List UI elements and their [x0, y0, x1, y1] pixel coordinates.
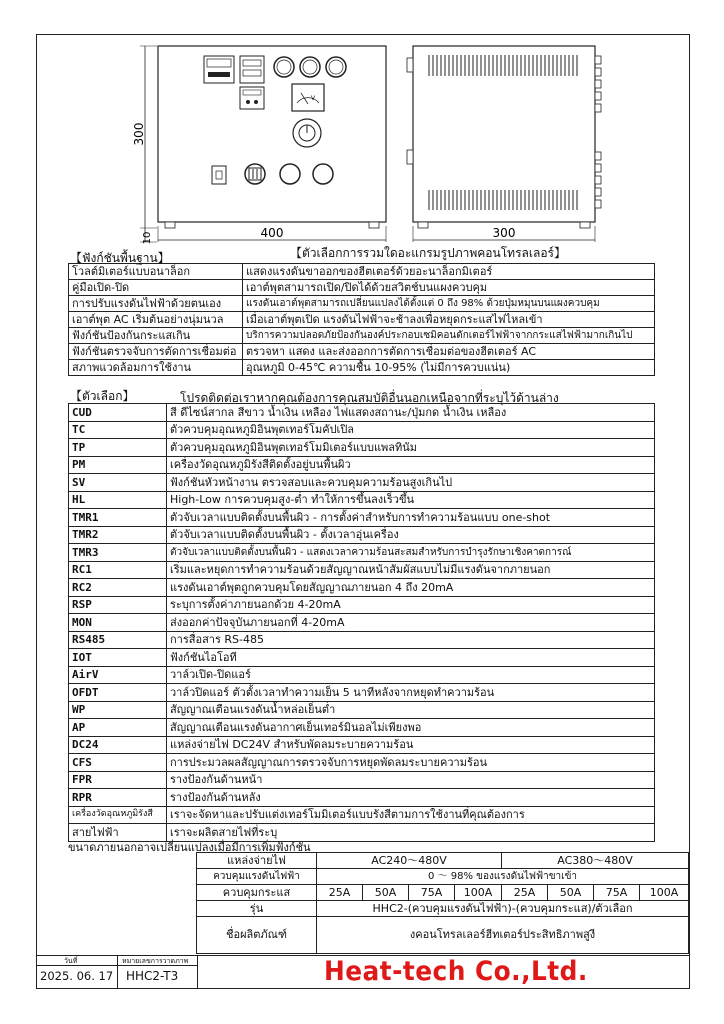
option-desc: เครื่องวัดอุณหภูมิรังสีติดตั้งอยู่บนพื้นผิว	[167, 456, 655, 474]
basic-functions-table	[68, 263, 655, 376]
option-code: RPR	[69, 789, 167, 807]
option-desc: ตัวจับเวลาแบบติดตั้งบนพื้นผิว - ตั้งเวลาอุ่นเครื่อง	[167, 526, 655, 544]
table-row	[69, 701, 655, 719]
spec-value: เอาต์พุตสามารถเปิด/ปิดได้ด้วยสวิตช์บนแผงควบคุม	[243, 280, 655, 296]
table-row	[69, 509, 655, 527]
current-cell: 25A	[502, 885, 548, 901]
table-row	[197, 885, 689, 901]
option-code: TMR1	[69, 509, 167, 527]
table-row	[69, 344, 655, 360]
spec-value: อุณหภูมิ 0-45℃ ความชื้น 10-95% (ไม่มีการควบแน่น)	[243, 360, 655, 376]
name-label: ชื่อผลิตภัณฑ์	[197, 917, 317, 954]
table-row	[69, 579, 655, 597]
spec-label: คู่มือเปิด-ปิด	[69, 280, 243, 296]
table-row	[69, 491, 655, 509]
voltage-value: 0 ～ 98% ของแรงดันไฟฟ้าขาเข้า	[317, 869, 689, 885]
table-row	[69, 596, 655, 614]
option-code: RS485	[69, 631, 167, 649]
option-code: DC24	[69, 736, 167, 754]
option-desc: เริ่มและหยุดการทำความร้อนด้วยสัญญาณหน้าสัมผัสแบบไม่มีแรงดันจากภายนอก	[167, 561, 655, 579]
option-code: เครื่องวัดอุณหภูมิรังสี	[69, 806, 167, 824]
table-row	[69, 719, 655, 737]
side-view	[413, 46, 595, 222]
option-desc: สัญญาณเตือนแรงดันอากาศเย็นเทอร์มินอลไม่เพียงพอ	[167, 719, 655, 737]
current-cell: 25A	[317, 885, 363, 901]
table-row	[69, 404, 655, 422]
table-row	[69, 360, 655, 376]
options-footnote: ขนาดภายนอกอาจเปลี่ยนแปลงเมื่อมีการเพิ่มฟังก์ชัน	[68, 841, 311, 854]
option-code: CUD	[69, 404, 167, 422]
option-code: FPR	[69, 771, 167, 789]
table-row	[69, 561, 655, 579]
option-code: SV	[69, 474, 167, 492]
option-desc: รางป้องกันด้านหลัง	[167, 789, 655, 807]
option-desc: ฟังก์ชันหัวหน้างาน ตรวจสอบและควบคุมความร้อนสูงเกินไป	[167, 474, 655, 492]
table-row	[197, 917, 689, 954]
table-row	[69, 328, 655, 344]
option-code: HL	[69, 491, 167, 509]
option-desc: เราจะผลิตสายไฟที่ระบุ	[167, 824, 655, 842]
option-desc: ฟังก์ชันไอโอที	[167, 649, 655, 667]
table-row	[69, 736, 655, 754]
table-row	[69, 544, 655, 562]
spec-label: ฟังก์ชันป้องกันกระแสเกิน	[69, 328, 243, 344]
current-label: ควบคุมกระแส	[197, 885, 317, 901]
option-desc: ตัวควบคุมอุณหภูมิอินพุตเทอร์โมมิเตอร์แบบแพลทินัม	[167, 439, 655, 457]
option-code: RC1	[69, 561, 167, 579]
current-cell: 75A	[594, 885, 640, 901]
option-code: RSP	[69, 596, 167, 614]
dim-width-front: 400	[260, 226, 284, 240]
option-desc: วาล์วเปิด-ปิดแอร์	[167, 666, 655, 684]
spec-value: บริการความปลอดภัยป้องกันองค์ประกอบเซมิคอนดักเตอร์ไฟฟ้าจากกระแสไฟฟ้ามากเกินไป	[243, 328, 655, 344]
table-row	[69, 684, 655, 702]
table-row	[69, 280, 655, 296]
option-code: AirV	[69, 666, 167, 684]
option-code: สายไฟฟ้า	[69, 824, 167, 842]
dim-width-side: 300	[492, 226, 516, 240]
options-header: 【ตัวเลือก】	[70, 389, 135, 403]
option-desc: ระบุการตั้งค่าภายนอกด้วย 4-20mA	[167, 596, 655, 614]
option-desc: สัญญาณเตือนแรงดันน้ำหล่อเย็นต่ำ	[167, 701, 655, 719]
table-row	[69, 474, 655, 492]
option-desc: วาล์วปิดแอร์ ตัวตั้งเวลาทำความเย็น 5 นาทีหลังจากหยุดทำความร้อน	[167, 684, 655, 702]
table-row	[69, 439, 655, 457]
table-row	[69, 264, 655, 280]
table-row	[69, 312, 655, 328]
option-code: RC2	[69, 579, 167, 597]
option-code: CFS	[69, 754, 167, 772]
option-code: MON	[69, 614, 167, 632]
company-logo: Heat-tech Co.,Ltd.	[324, 956, 588, 987]
spec-label: โวลต์มิเตอร์แบบอนาล็อก	[69, 264, 243, 280]
title-block-drawing-no-cell	[118, 955, 198, 989]
options-table	[68, 403, 655, 842]
table-row	[69, 789, 655, 807]
table-row	[197, 901, 689, 917]
title-block-date-cell	[36, 955, 118, 989]
table-row	[69, 456, 655, 474]
option-desc: รางป้องกันด้านหน้า	[167, 771, 655, 789]
supply-b: AC380～480V	[502, 853, 689, 869]
option-code: WP	[69, 701, 167, 719]
option-desc: ส่งออกค่าปัจจุบันภายนอกที่ 4-20mA	[167, 614, 655, 632]
spec-header: 【ฟังก์ชันพื้นฐาน】	[70, 251, 170, 265]
spec-value: แรงดันเอาต์พุตสามารถเปลี่ยนแปลงได้ตั้งแต่ 0 ถึง 98% ด้วยปุ่มหมุนบนแผงควบคุม	[243, 296, 655, 312]
table-row	[69, 806, 655, 824]
option-desc: สี ดีไซน์สากล สีขาว น้ำเงิน เหลือง ไฟแสดงสถานะ/ปุ่มกด น้ำเงิน เหลือง	[167, 404, 655, 422]
option-code: OFDT	[69, 684, 167, 702]
option-desc: แรงดันเอาต์พุตถูกควบคุมโดยสัญญาณภายนอก 4 ถึง 20mA	[167, 579, 655, 597]
option-code: AP	[69, 719, 167, 737]
drawing-no-label: หมายเลขการวาดภาพ	[122, 957, 189, 965]
table-row	[69, 526, 655, 544]
supply-label: แหล่งจ่ายไฟ	[197, 853, 317, 869]
table-row	[69, 754, 655, 772]
option-code: PM	[69, 456, 167, 474]
table-row	[69, 666, 655, 684]
model-value: HHC2-(ควบคุมแรงดันไฟฟ้า)-(ควบคุมกระแส)/ตัวเลือก	[317, 901, 689, 917]
spec-label: การปรับแรงดันไฟฟ้าด้วยตนเอง	[69, 296, 243, 312]
svg-text:V: V	[311, 95, 316, 102]
option-code: IOT	[69, 649, 167, 667]
table-row	[197, 853, 689, 869]
spec-label: ฟังก์ชันตรวจจับการตัดการเชื่อมต่อ	[69, 344, 243, 360]
supply-a: AC240～480V	[317, 853, 502, 869]
table-row	[197, 869, 689, 885]
product-table	[196, 852, 689, 954]
date-value: 2025. 06. 17	[40, 969, 114, 983]
option-desc: แหล่งจ่ายไฟ DC24V สำหรับพัดลมระบายความร้อน	[167, 736, 655, 754]
table-row	[69, 631, 655, 649]
option-desc: เราจะจัดหาและปรับแต่งเทอร์โมมิเตอร์แบบรังสีตามการใช้งานที่คุณต้องการ	[167, 806, 655, 824]
option-desc: High-Low การควบคุมสูง-ต่ำ ทำให้การขึ้นลงเร็วขึ้น	[167, 491, 655, 509]
spec-value: แสดงแรงดันขาออกของฮีตเตอร์ด้วยอะนาล็อกมิเตอร์	[243, 264, 655, 280]
spec-label: สภาพแวดล้อมการใช้งาน	[69, 360, 243, 376]
drawing-caption: 【ตัวเลือกการรวมใดอะแกรมรูปภาพคอนโทรลเลอร์】	[290, 246, 566, 260]
option-desc: ตัวจับเวลาแบบติดตั้งบนพื้นผิว - แสดงเวลาความร้อนสะสมสำหรับการบำรุงรักษาเชิงคาดการณ์	[167, 544, 655, 562]
table-row	[69, 614, 655, 632]
voltage-label: ควบคุมแรงดันไฟฟ้า	[197, 869, 317, 885]
model-label: รุ่น	[197, 901, 317, 917]
table-row	[69, 649, 655, 667]
current-cell: 75A	[409, 885, 455, 901]
dim-foot: 10	[142, 231, 153, 245]
spec-label: เอาต์พุต AC เริ่มต้นอย่างนุ่มนวล	[69, 312, 243, 328]
current-cell: 100A	[640, 885, 689, 901]
spec-value: ตรวจหา แสดง และส่งออกการตัดการเชื่อมต่อของฮีตเตอร์ AC	[243, 344, 655, 360]
dim-height: 300	[132, 122, 146, 146]
spec-value: เมื่อเอาต์พุตเปิด แรงดันไฟฟ้าจะช้าลงเพื่อหยุดกระแสไฟไหลเข้า	[243, 312, 655, 328]
current-cell: 50A	[548, 885, 594, 901]
date-label: วันที่	[64, 957, 78, 965]
option-code: TMR2	[69, 526, 167, 544]
option-desc: การสื่อสาร RS-485	[167, 631, 655, 649]
option-desc: ตัวจับเวลาแบบติดตั้งบนพื้นผิว - การตั้งค่าสำหรับการทำความร้อนแบบ one-shot	[167, 509, 655, 527]
options-note: โปรดติดต่อเราหากคุณต้องการคุณสมบัติอื่นนอกเหนือจากที่ระบุไว้ด้านล่าง	[180, 391, 559, 405]
table-row	[69, 296, 655, 312]
option-desc: การประมวลผลสัญญาณการตรวจจับการหยุดพัดลมระบายความร้อน	[167, 754, 655, 772]
option-desc: ตัวควบคุมอุณหภูมิอินพุตเทอร์โมคัปเปิล	[167, 421, 655, 439]
controller-drawing	[0, 0, 724, 250]
front-view	[158, 46, 386, 222]
current-cell: 100A	[455, 885, 502, 901]
option-code: TMR3	[69, 544, 167, 562]
name-value: งคอนโทรลเลอร์ฮีทเตอร์ประสิทธิภาพสูงี	[317, 917, 689, 954]
table-row	[69, 421, 655, 439]
drawing-no-value: HHC2-T3	[126, 969, 179, 983]
current-cell: 50A	[363, 885, 409, 901]
option-code: TC	[69, 421, 167, 439]
option-code: TP	[69, 439, 167, 457]
table-row	[69, 771, 655, 789]
